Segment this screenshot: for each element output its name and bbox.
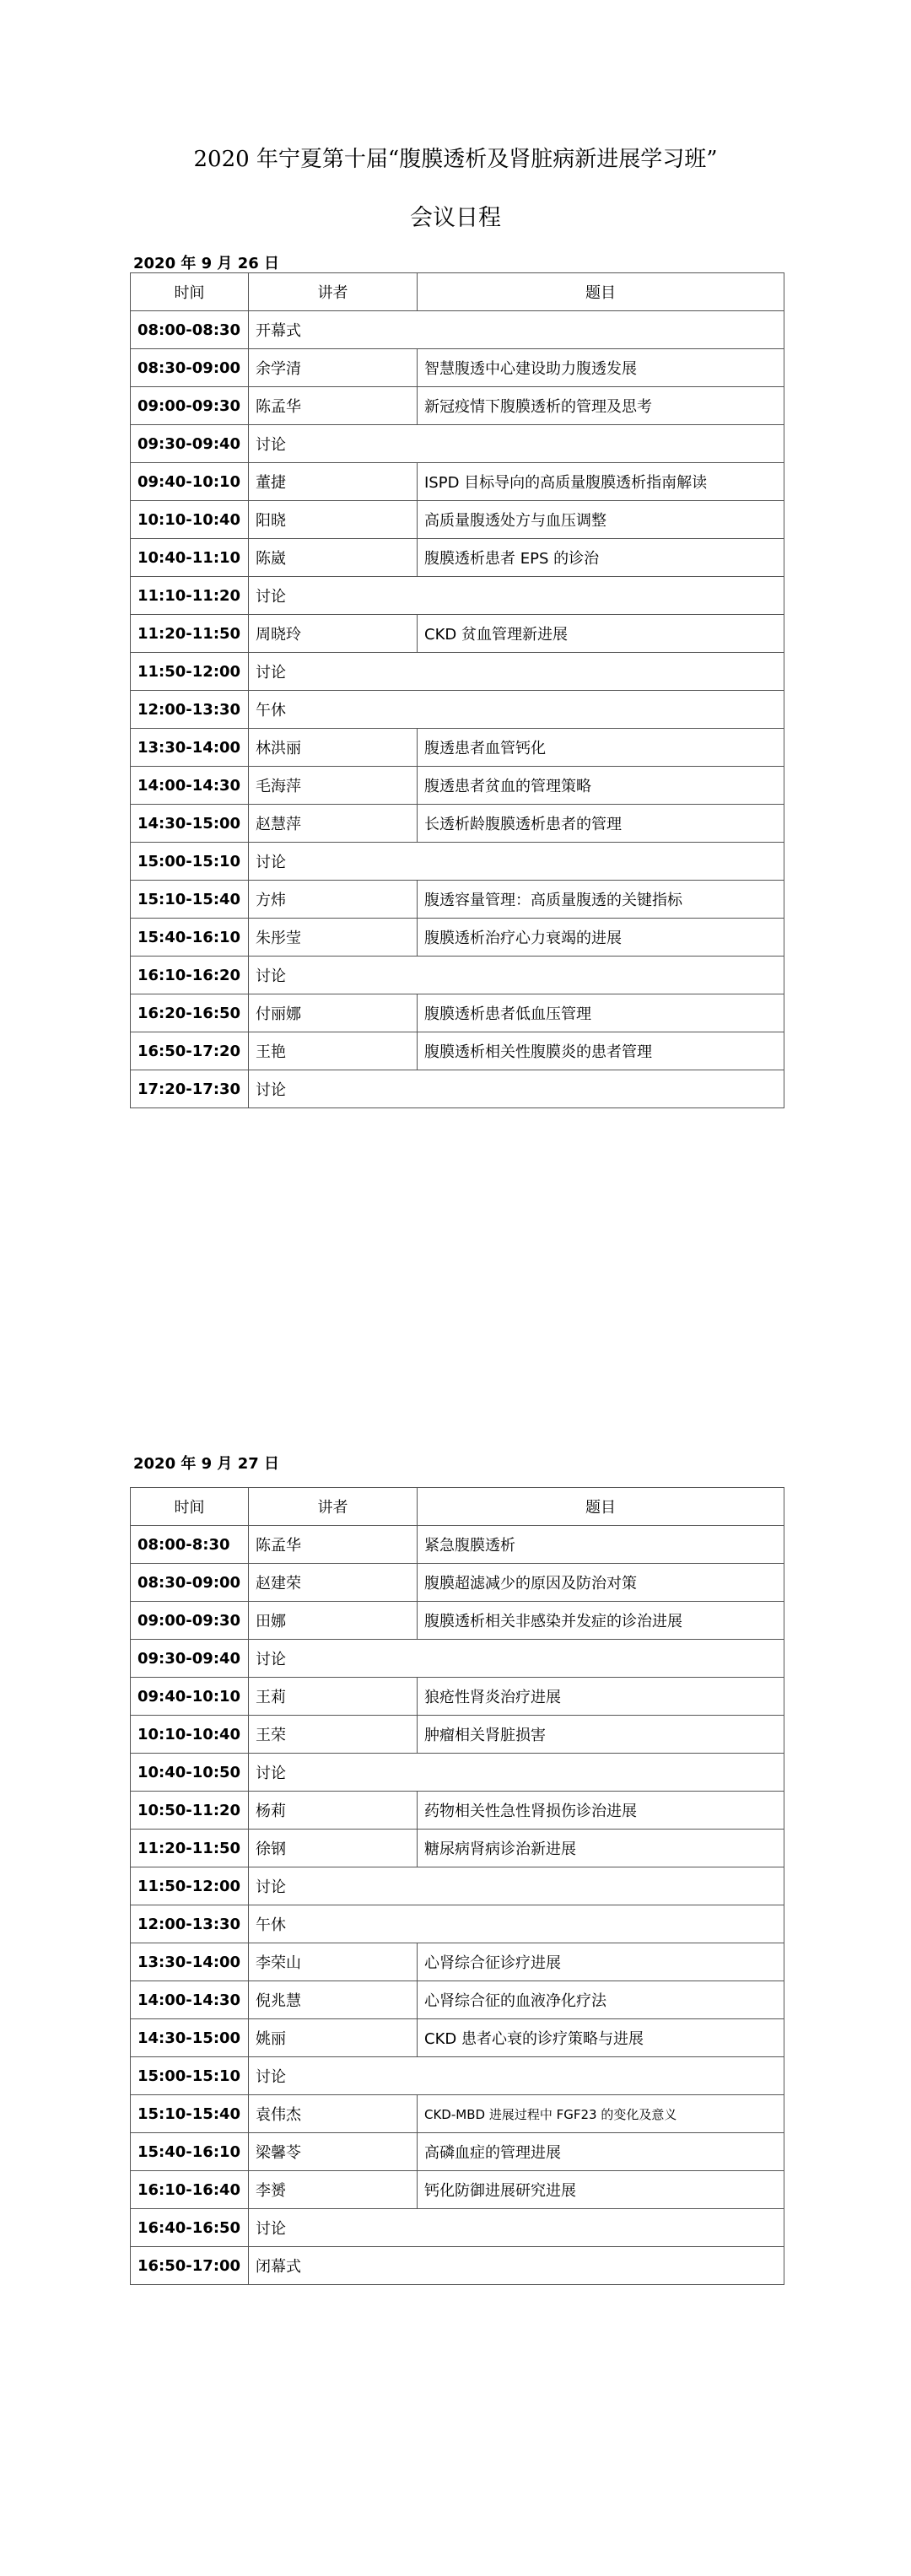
schedule-row (131, 691, 784, 729)
session-topic: 长透析龄腹膜透析患者的管理 (418, 805, 784, 843)
schedule-row (131, 1830, 784, 1867)
session-topic: 钙化防御进展研究进展 (418, 2171, 784, 2209)
session-speaker: 阳晓 (249, 501, 418, 539)
day1-date: 2020 年 9 月 26 日 (133, 255, 280, 272)
schedule-row (131, 1526, 784, 1564)
schedule-row (131, 2171, 784, 2209)
session-topic: 腹膜透析治疗心力衰竭的进展 (418, 919, 784, 957)
schedule-row (131, 1070, 784, 1108)
column-header-topic: 题目 (418, 273, 784, 311)
session-speaker: 李荣山 (249, 1943, 418, 1981)
session-time: 13:30-14:00 (131, 1943, 249, 1981)
session-topic: 紧急腹膜透析 (418, 1526, 784, 1564)
schedule-row (131, 2019, 784, 2057)
session-topic: CKD-MBD 进展过程中 FGF23 的变化及意义 (418, 2095, 784, 2133)
session-speaker: 毛海萍 (249, 767, 418, 805)
schedule-row (131, 1032, 784, 1070)
document-title: 2020 年宁夏第十届“腹膜透析及肾脏病新进展学习班” (193, 147, 718, 172)
column-header-speaker: 讲者 (249, 273, 418, 311)
session-time: 17:20-17:30 (131, 1070, 249, 1108)
session-topic: CKD 患者心衰的诊疗策略与进展 (418, 2019, 784, 2057)
session-activity: 讨论 (249, 1070, 784, 1108)
session-time: 16:40-16:50 (131, 2209, 249, 2247)
schedule-row (131, 805, 784, 843)
session-topic: 狼疮性肾炎治疗进展 (418, 1678, 784, 1716)
session-speaker: 赵建荣 (249, 1564, 418, 1602)
session-topic: 腹膜透析患者低血压管理 (418, 994, 784, 1032)
session-speaker: 姚丽 (249, 2019, 418, 2057)
session-topic: CKD 贫血管理新进展 (418, 615, 784, 653)
session-speaker: 陈孟华 (249, 387, 418, 425)
session-speaker: 王艳 (249, 1032, 418, 1070)
session-time: 15:40-16:10 (131, 919, 249, 957)
session-activity: 闭幕式 (249, 2247, 784, 2285)
schedule-row (131, 2209, 784, 2247)
session-activity: 午休 (249, 1905, 784, 1943)
session-speaker: 付丽娜 (249, 994, 418, 1032)
session-speaker: 倪兆慧 (249, 1981, 418, 2019)
session-speaker: 李赟 (249, 2171, 418, 2209)
session-topic: ISPD 目标导向的高质量腹膜透析指南解读 (418, 463, 784, 501)
session-topic: 腹透容量管理：高质量腹透的关键指标 (418, 881, 784, 919)
session-time: 16:10-16:40 (131, 2171, 249, 2209)
session-topic: 高磷血症的管理进展 (418, 2133, 784, 2171)
day2-date: 2020 年 9 月 27 日 (133, 1455, 280, 1473)
session-time: 09:30-09:40 (131, 425, 249, 463)
schedule-row (131, 994, 784, 1032)
session-speaker: 陈孟华 (249, 1526, 418, 1564)
session-time: 15:40-16:10 (131, 2133, 249, 2171)
schedule-row (131, 463, 784, 501)
column-header-time: 时间 (131, 1488, 249, 1526)
session-time: 09:40-10:10 (131, 1678, 249, 1716)
session-time: 15:10-15:40 (131, 881, 249, 919)
schedule-row (131, 311, 784, 349)
schedule-row (131, 1716, 784, 1754)
session-activity: 讨论 (249, 2209, 784, 2247)
session-topic: 腹透患者血管钙化 (418, 729, 784, 767)
session-topic: 智慧腹透中心建设助力腹透发展 (418, 349, 784, 387)
session-speaker: 林洪丽 (249, 729, 418, 767)
session-topic: 腹膜超滤减少的原因及防治对策 (418, 1564, 784, 1602)
session-time: 14:00-14:30 (131, 767, 249, 805)
session-topic: 腹透患者贫血的管理策略 (418, 767, 784, 805)
session-time: 12:00-13:30 (131, 691, 249, 729)
session-time: 09:40-10:10 (131, 463, 249, 501)
schedule-row (131, 2095, 784, 2133)
session-time: 10:40-10:50 (131, 1754, 249, 1792)
session-speaker: 王莉 (249, 1678, 418, 1716)
session-time: 16:50-17:20 (131, 1032, 249, 1070)
session-topic: 腹膜透析相关非感染并发症的诊治进展 (418, 1602, 784, 1640)
column-header-time: 时间 (131, 273, 249, 311)
table-header-row (131, 1488, 784, 1526)
schedule-row (131, 501, 784, 539)
session-speaker: 梁馨苓 (249, 2133, 418, 2171)
session-time: 14:00-14:30 (131, 1981, 249, 2019)
session-activity: 讨论 (249, 1754, 784, 1792)
session-speaker: 杨莉 (249, 1792, 418, 1830)
schedule-row (131, 1754, 784, 1792)
session-topic: 腹膜透析相关性腹膜炎的患者管理 (418, 1032, 784, 1070)
session-time: 16:10-16:20 (131, 957, 249, 994)
day1-schedule-body (131, 311, 784, 1108)
session-topic: 高质量腹透处方与血压调整 (418, 501, 784, 539)
schedule-row (131, 425, 784, 463)
session-activity: 讨论 (249, 1867, 784, 1905)
session-topic: 心肾综合征的血液净化疗法 (418, 1981, 784, 2019)
session-activity: 讨论 (249, 1640, 784, 1678)
session-activity: 午休 (249, 691, 784, 729)
schedule-row (131, 1564, 784, 1602)
schedule-row (131, 843, 784, 881)
schedule-row (131, 767, 784, 805)
schedule-row (131, 919, 784, 957)
session-activity: 讨论 (249, 957, 784, 994)
session-time: 11:20-11:50 (131, 615, 249, 653)
table-header-row (131, 273, 784, 311)
schedule-row (131, 957, 784, 994)
session-time: 14:30-15:00 (131, 2019, 249, 2057)
session-speaker: 方炜 (249, 881, 418, 919)
session-speaker: 董捷 (249, 463, 418, 501)
schedule-row (131, 387, 784, 425)
schedule-row (131, 653, 784, 691)
session-topic: 心肾综合征诊疗进展 (418, 1943, 784, 1981)
session-time: 12:00-13:30 (131, 1905, 249, 1943)
session-time: 10:40-11:10 (131, 539, 249, 577)
session-speaker: 周晓玲 (249, 615, 418, 653)
session-time: 11:20-11:50 (131, 1830, 249, 1867)
column-header-speaker: 讲者 (249, 1488, 418, 1526)
session-time: 08:00-8:30 (131, 1526, 249, 1564)
session-speaker: 袁伟杰 (249, 2095, 418, 2133)
session-speaker: 赵慧萍 (249, 805, 418, 843)
session-time: 10:10-10:40 (131, 501, 249, 539)
schedule-row (131, 1905, 784, 1943)
session-time: 11:50-12:00 (131, 1867, 249, 1905)
session-topic: 腹膜透析患者 EPS 的诊治 (418, 539, 784, 577)
schedule-row (131, 349, 784, 387)
schedule-row (131, 1867, 784, 1905)
schedule-row (131, 2247, 784, 2285)
session-speaker: 朱彤莹 (249, 919, 418, 957)
schedule-row (131, 1678, 784, 1716)
day2-schedule-body (131, 1526, 784, 2285)
session-speaker: 田娜 (249, 1602, 418, 1640)
schedule-row (131, 1602, 784, 1640)
session-time: 11:10-11:20 (131, 577, 249, 615)
session-time: 15:10-15:40 (131, 2095, 249, 2133)
session-time: 09:30-09:40 (131, 1640, 249, 1678)
session-time: 15:00-15:10 (131, 843, 249, 881)
session-time: 13:30-14:00 (131, 729, 249, 767)
schedule-row (131, 1640, 784, 1678)
session-time: 10:10-10:40 (131, 1716, 249, 1754)
schedule-row (131, 539, 784, 577)
day1-schedule-table (130, 272, 784, 1108)
session-speaker: 陈崴 (249, 539, 418, 577)
session-activity: 开幕式 (249, 311, 784, 349)
schedule-row (131, 729, 784, 767)
session-topic: 新冠疫情下腹膜透析的管理及思考 (418, 387, 784, 425)
schedule-row (131, 1943, 784, 1981)
session-time: 11:50-12:00 (131, 653, 249, 691)
session-time: 10:50-11:20 (131, 1792, 249, 1830)
session-activity: 讨论 (249, 653, 784, 691)
session-speaker: 余学清 (249, 349, 418, 387)
session-time: 16:50-17:00 (131, 2247, 249, 2285)
schedule-row (131, 881, 784, 919)
session-time: 16:20-16:50 (131, 994, 249, 1032)
session-time: 15:00-15:10 (131, 2057, 249, 2095)
session-time: 14:30-15:00 (131, 805, 249, 843)
day2-schedule-table (130, 1487, 784, 2285)
column-header-topic: 题目 (418, 1488, 784, 1526)
schedule-row (131, 1792, 784, 1830)
session-time: 08:30-09:00 (131, 349, 249, 387)
session-speaker: 徐钢 (249, 1830, 418, 1867)
session-time: 09:00-09:30 (131, 387, 249, 425)
document-subtitle: 会议日程 (410, 205, 501, 231)
session-speaker: 王荣 (249, 1716, 418, 1754)
session-activity: 讨论 (249, 577, 784, 615)
session-activity: 讨论 (249, 425, 784, 463)
session-topic: 肿瘤相关肾脏损害 (418, 1716, 784, 1754)
schedule-row (131, 577, 784, 615)
schedule-row (131, 2057, 784, 2095)
session-time: 08:00-08:30 (131, 311, 249, 349)
schedule-row (131, 615, 784, 653)
session-topic: 药物相关性急性肾损伤诊治进展 (418, 1792, 784, 1830)
session-topic: 糖尿病肾病诊治新进展 (418, 1830, 784, 1867)
session-activity: 讨论 (249, 843, 784, 881)
session-activity: 讨论 (249, 2057, 784, 2095)
schedule-row (131, 2133, 784, 2171)
schedule-row (131, 1981, 784, 2019)
session-time: 09:00-09:30 (131, 1602, 249, 1640)
session-time: 08:30-09:00 (131, 1564, 249, 1602)
